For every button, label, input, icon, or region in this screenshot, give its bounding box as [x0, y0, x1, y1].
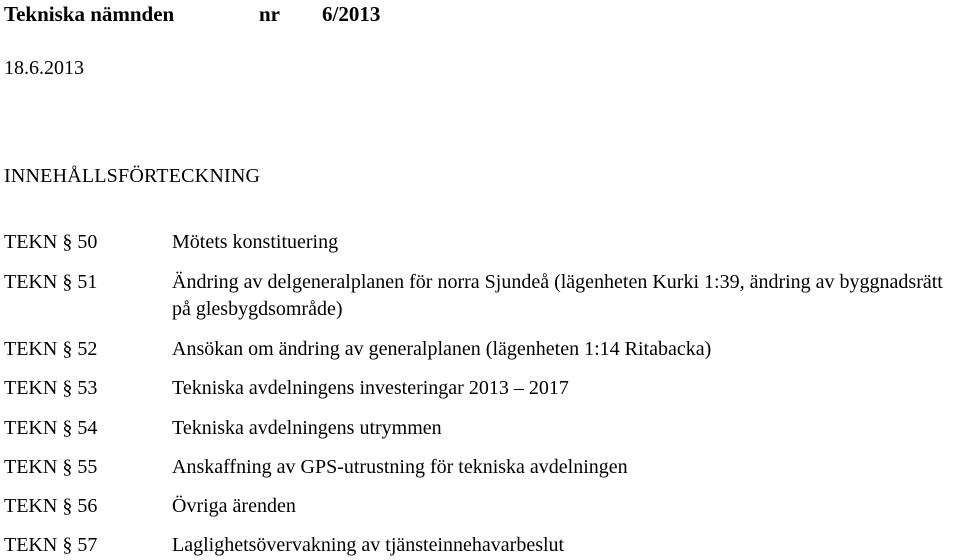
committee-name: Tekniska nämnden — [4, 2, 175, 26]
number-label: nr — [259, 2, 280, 26]
entry-code: TEKN § 57 — [4, 534, 98, 556]
entry-code: TEKN § 55 — [4, 456, 98, 478]
entry-code: TEKN § 52 — [4, 338, 98, 360]
entry-code: TEKN § 50 — [4, 231, 98, 253]
entry-code: TEKN § 54 — [4, 417, 98, 439]
meeting-date: 18.6.2013 — [4, 57, 84, 79]
entry-title: Anskaffning av GPS-utrustning för tekniska avdelningen — [172, 456, 628, 478]
entry-title: Laglighetsövervakning av tjänsteinnehavarbeslut — [172, 534, 565, 556]
document-header — [4, 0, 381, 28]
entry-title: Övriga ärenden — [172, 495, 296, 517]
entry-title: Ansökan om ändring av generalplanen (lägenheten 1:14 Ritabacka) — [172, 338, 712, 360]
entry-code: TEKN § 51 — [4, 271, 98, 293]
entry-title: Tekniska avdelningens utrymmen — [172, 417, 442, 439]
entry-code: TEKN § 53 — [4, 377, 98, 399]
entry-title: Mötets konstituering — [172, 231, 339, 253]
entry-title: Tekniska avdelningens investeringar 2013 – 2017 — [172, 377, 569, 399]
entry-title: Ändring av delgeneralplanen för norra Sjundeå (lägenheten Kurki 1:39, ändring av byggnadsrätt på glesbygdsområde) — [172, 271, 943, 320]
toc-title: INNEHÅLLSFÖRTECKNING — [4, 165, 261, 187]
entry-code: TEKN § 56 — [4, 495, 98, 517]
meeting-number: 6/2013 — [322, 2, 381, 26]
